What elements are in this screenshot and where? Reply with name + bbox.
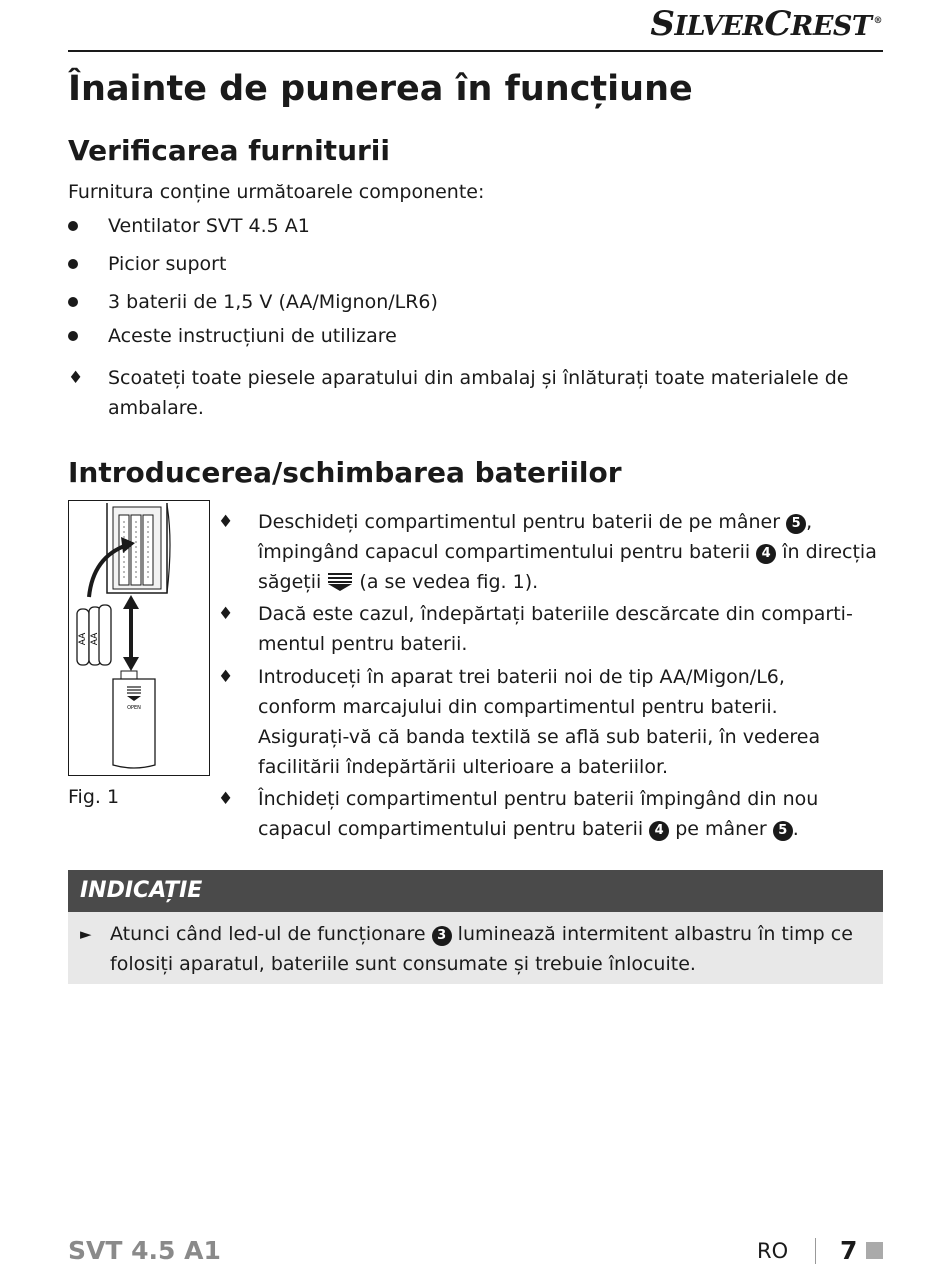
list-item: ♦ Închideți compartimentul pentru baterii împingând din nou capacul compartimentului pentru baterii 4 pe mâner 5 . — [218, 784, 877, 846]
battery-label: AA — [90, 632, 100, 646]
page-marker-square — [866, 1242, 883, 1259]
header-rule — [68, 50, 883, 52]
arrow-indicator-icon — [327, 571, 353, 591]
list-item: Picior suport — [68, 249, 438, 287]
supply-list — [68, 211, 438, 355]
footer-language: RO — [757, 1239, 789, 1263]
battery-illustration — [69, 501, 210, 776]
cover-open-label: OPEN — [127, 705, 141, 711]
bullet-dot-icon — [68, 297, 78, 307]
callout-number: 5 — [773, 821, 793, 841]
brand-logo: SILVERCREST ® — [650, 4, 882, 44]
bullet-dot-icon — [68, 221, 78, 231]
section-heading-batteries: Introducerea/schimbarea bateriilor — [68, 456, 622, 489]
callout-number: 5 — [786, 514, 806, 534]
unpack-instruction: ♦ Scoateți toate piesele aparatului din ambalaj și înlăturați toate materialele de ambalare. — [68, 363, 883, 423]
callout-number: 3 — [432, 926, 452, 946]
list-item: Ventilator SVT 4.5 A1 — [68, 211, 438, 249]
bullet-dot-icon — [68, 331, 78, 341]
bullet-dot-icon — [68, 259, 78, 269]
list-item: Aceste instrucțiuni de utilizare — [68, 321, 438, 355]
supply-intro: Furnitura conține următoarele componente: — [68, 181, 485, 203]
note-heading: INDICAȚIE — [68, 870, 883, 912]
note-body: ► Atunci când led-ul de funcționare 3 luminează intermitent albastru în timp ce folosiți aparatul, bateriile sunt consumate și trebuie înlocuite. — [68, 912, 883, 984]
list-item: 3 baterii de 1,5 V (AA/Mignon/LR6) — [68, 287, 438, 321]
footer-model: SVT 4.5 A1 — [68, 1236, 221, 1265]
diamond-icon: ♦ — [218, 667, 234, 687]
section-heading-supply: Verificarea furniturii — [68, 134, 390, 167]
battery-steps — [218, 507, 877, 846]
callout-number: 4 — [756, 544, 776, 564]
arrow-right-icon: ► — [80, 925, 92, 943]
diamond-icon: ♦ — [218, 512, 234, 532]
figure-caption: Fig. 1 — [68, 786, 120, 808]
list-item: ♦ Dacă este cazul, îndepărtați bateriile descărcate din comparti- mentul pentru baterii. — [218, 599, 877, 662]
diamond-icon: ♦ — [68, 368, 84, 388]
list-item: ♦ Introduceți în aparat trei baterii noi de tip AA/Migon/L6, conform marcajului din compartimentul pentru baterii. Asigurați-vă că banda textilă se află sub baterii, în vederea facilitării îndepărtării ulterioare a bateriilor. — [218, 662, 877, 784]
footer-separator — [815, 1238, 816, 1264]
page-title: Înainte de punerea în funcțiune — [68, 69, 693, 109]
callout-number: 4 — [649, 821, 669, 841]
list-item: ♦ Deschideți compartimentul pentru baterii de pe mâner 5 , împingând capacul compartimentului pentru baterii 4 în direcția săgeții (a se vedea fig. 1). — [218, 507, 877, 599]
battery-label: AA — [78, 632, 88, 646]
figure-battery-compartment — [68, 500, 210, 776]
diamond-icon: ♦ — [218, 789, 234, 809]
diamond-icon: ♦ — [218, 604, 234, 624]
page-number: 7 — [840, 1236, 858, 1265]
